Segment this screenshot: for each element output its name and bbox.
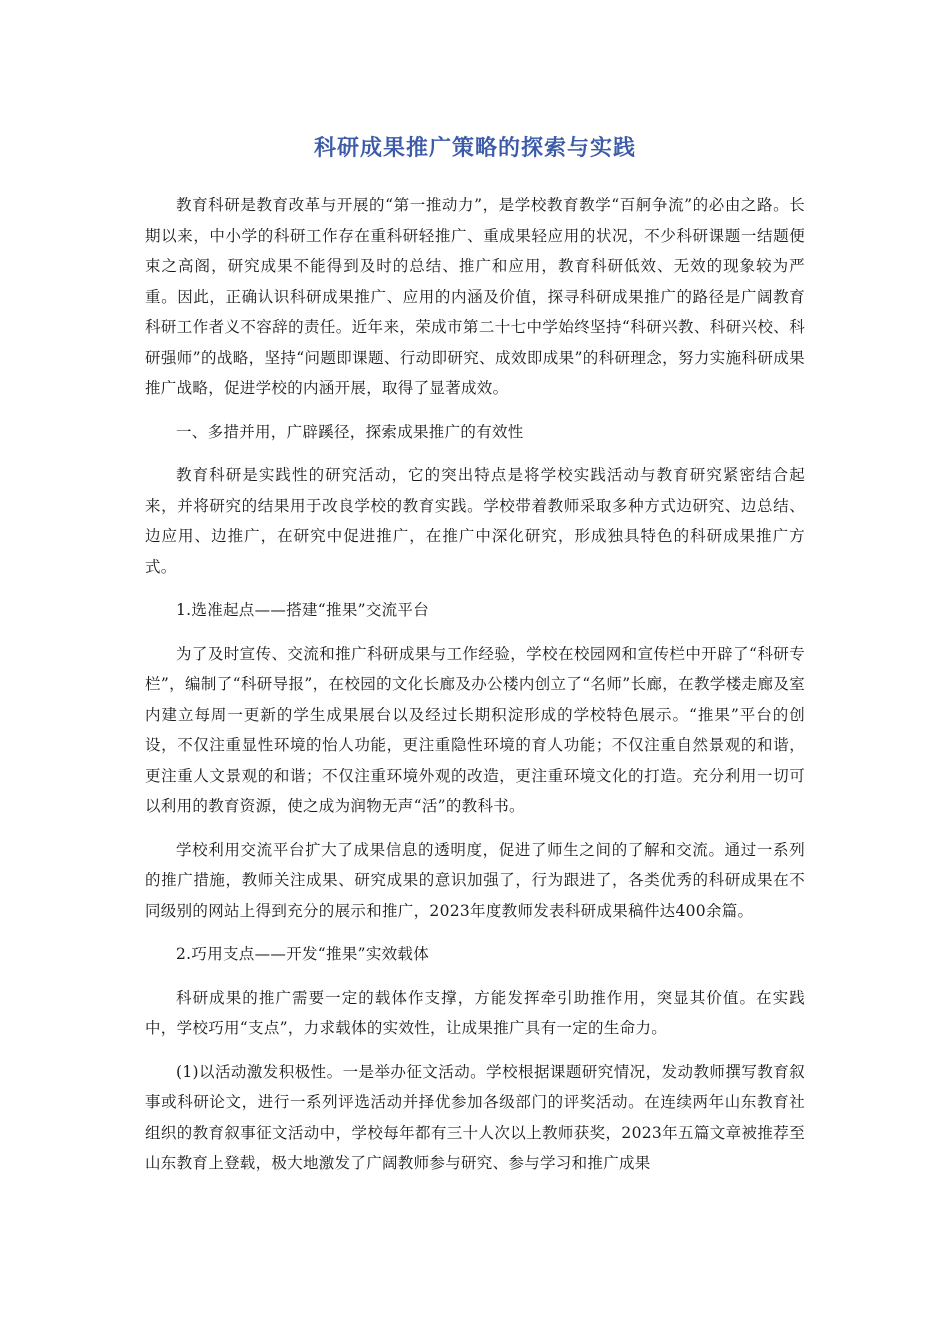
document-page [145,132,805,1192]
subsection-heading-1: 1.选准起点——搭建“推果”交流平台 [176,601,430,619]
subsection-1-paragraph-1: 为了及时宣传、交流和推广科研成果与工作经验，学校在校园网和宣传栏中开辟了“科研专栏”，编制了“科研导报”，在校园的文化长廊及办公楼内创立了“名师”长廊，在教学楼走廊及室内建立每周一更新的学生成果展台以及经过长期积淀形成的学校特色展示。“推果”平台的创设，不仅注重显性环境的怡人功能，更注重隐性环境的育人功能；不仅注重自然景观的和谐，更注重人文景观的和谐；不仅注重环境外观的改造，更注重环境文化的打造。充分利用一切可以利用的教育资源，使之成为润物无声“活”的教科书。 [145,644,805,815]
subsection-2-paragraph-1: 科研成果的推广需要一定的载体作支撑，方能发挥牵引助推作用，突显其价值。在实践中，学校巧用“支点”，力求载体的实效性，让成果推广具有一定的生命力。 [145,988,805,1037]
subsection-2-paragraph-2: (1)以活动激发积极性。一是举办征文活动。学校根据课题研究情况，发动教师撰写教育叙事或科研论文，进行一系列评选活动并择优参加各级部门的评奖活动。在连续两年山东教育社组织的教育叙事征文活动中，学校每年都有三十人次以上教师获奖，2023年五篇文章被推荐至山东教育上登载，极大地激发了广阔教师参与研究、参与学习和推广成果 [145,1062,805,1172]
document-title: 科研成果推广策略的探索与实践 [313,136,636,161]
subsection-heading-2: 2.巧用支点——开发“推果”实效载体 [176,945,430,963]
subsection-1-paragraph-2: 学校利用交流平台扩大了成果信息的透明度，促进了师生之间的了解和交流。通过一系列的推广措施，教师关注成果、研究成果的意识加强了，行为跟进了，各类优秀的科研成果在不同级别的网站上得到充分的展示和推广，2023年度教师发表科研成果稿件达400余篇。 [145,840,805,920]
section-heading-1: 一、多措并用，广辟蹊径，探索成果推广的有效性 [176,422,524,441]
section-1-paragraph: 教育科研是实践性的研究活动，它的突出特点是将学校实践活动与教育研究紧密结合起来，并将研究的结果用于改良学校的教育实践。学校带着教师采取多种方式边研究、边总结、边应用、边推广，在研究中促进推广，在推广中深化研究，形成独具特色的科研成果推广方式。 [145,466,805,576]
intro-paragraph: 教育科研是教育改革与开展的“第一推动力”，是学校教育教学“百舸争流”的必由之路。长期以来，中小学的科研工作存在重科研轻推广、重成果轻应用的状况，不少科研课题一结题便束之高阁，研究成果不能得到及时的总结、推广和应用，教育科研低效、无效的现象较为严重。因此，正确认识科研成果推广、应用的内涵及价值，探寻科研成果推广的路径是广阔教育科研工作者义不容辞的责任。近年来，荣成市第二十七中学始终坚持“科研兴教、科研兴校、科研强师”的战略，坚持“问题即课题、行动即研究、成效即成果”的科研理念，努力实施科研成果推广战略，促进学校的内涵开展，取得了显著成效。 [145,196,805,397]
